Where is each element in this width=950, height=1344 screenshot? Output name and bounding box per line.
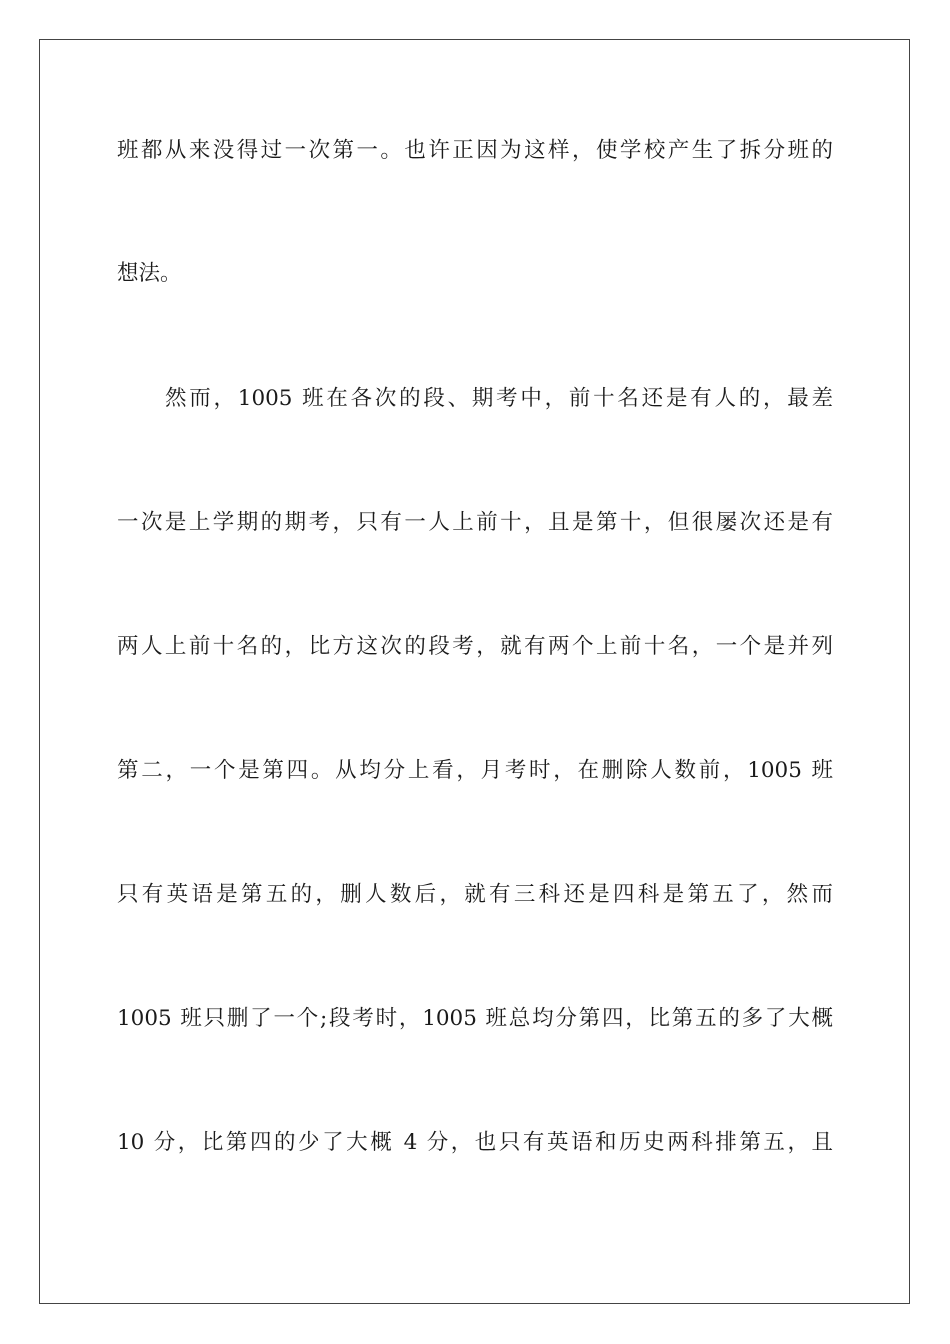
text-line-6: 第二，一个是第四。从均分上看，月考时，在删除人数前，1005 班 [117,758,833,783]
text-line-7: 只有英语是第五的，删人数后，就有三科还是四科是第五了，然而 [117,882,833,907]
text-line-4: 一次是上学期的期考，只有一人上前十，且是第十，但很屡次还是有 [117,510,833,535]
page-border [39,39,910,1304]
text-line-3-paragraph-start: 然而，1005 班在各次的段、期考中，前十名还是有人的，最差 [165,386,833,411]
text-line-8: 1005 班只删了一个;段考时，1005 班总均分第四，比第五的多了大概 [117,1006,833,1031]
text-line-9: 10 分，比第四的少了大概 4 分，也只有英语和历史两科排第五，且 [117,1130,833,1155]
text-line-5: 两人上前十名的，比方这次的段考，就有两个上前十名，一个是并列 [117,634,833,659]
text-line-2: 想法。 [117,261,182,286]
text-line-1: 班都从来没得过一次第一。也许正因为这样，使学校产生了拆分班的 [117,138,833,163]
